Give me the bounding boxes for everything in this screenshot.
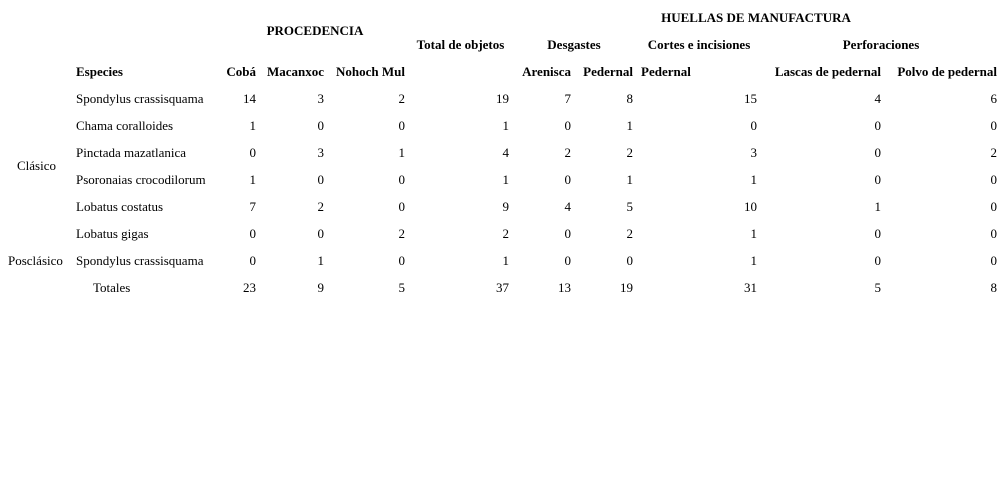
total-cell: 1 (502, 118, 509, 133)
coba-cell: 1 (249, 172, 256, 187)
lascas-cell: 0 (874, 226, 881, 241)
cortes-cell: 1 (750, 253, 757, 268)
lascas-cell: 0 (874, 118, 881, 133)
polvo-cell: 2 (990, 145, 997, 160)
species-cell: Chama coralloides (76, 118, 174, 133)
species-cell: Spondylus crassisquama (76, 253, 204, 268)
cortes-cell: 1 (750, 172, 757, 187)
macanxoc-cell: 3 (317, 145, 324, 160)
totals-macanxoc-cell: 9 (317, 280, 324, 295)
cortes-header: Cortes e incisiones (647, 37, 751, 52)
pedernal-cell: 1 (626, 118, 633, 133)
totals-polvo-cell: 8 (990, 280, 997, 295)
totals-lascas-cell: 5 (874, 280, 881, 295)
totals-cortes-cell: 31 (744, 280, 757, 295)
nohoch-cell: 2 (398, 226, 405, 241)
nohoch-cell: 0 (398, 172, 405, 187)
total-cell: 19 (496, 91, 509, 106)
pedernal-cell: 8 (626, 91, 633, 106)
totals-coba-cell: 23 (243, 280, 256, 295)
pedernal-cell: 2 (626, 145, 633, 160)
cortes-cell: 0 (750, 118, 757, 133)
coba-cell: 1 (249, 118, 256, 133)
polvo-cell: 0 (990, 172, 997, 187)
total-cell: 1 (502, 172, 509, 187)
coba-cell: 0 (249, 145, 256, 160)
cortes-cell: 15 (744, 91, 757, 106)
nohoch-cell: 0 (398, 199, 405, 214)
nohoch-cell: 1 (398, 145, 405, 160)
totals-nohoch-cell: 5 (398, 280, 405, 295)
total-objetos-header: Total de objetos (416, 37, 505, 52)
desgastes-header: Desgastes (547, 37, 601, 52)
totals-arenisca-cell: 13 (558, 280, 571, 295)
polvo-cell: 6 (990, 91, 997, 106)
arenisca-cell: 0 (564, 118, 571, 133)
totals-total-cell: 37 (496, 280, 509, 295)
especies-header: Especies (76, 64, 123, 79)
pedernal-cell: 0 (626, 253, 633, 268)
macanxoc-cell: 1 (317, 253, 324, 268)
coba-cell: 0 (249, 253, 256, 268)
arenisca-header: Arenisca (522, 64, 571, 79)
nohoch-cell: 0 (398, 118, 405, 133)
nohoch-header: Nohoch Mul (336, 64, 405, 79)
cortes-cell: 3 (750, 145, 757, 160)
arenisca-cell: 0 (564, 226, 571, 241)
species-cell: Lobatus costatus (76, 199, 164, 214)
polvo-cell: 0 (990, 199, 997, 214)
lascas-cell: 0 (874, 172, 881, 187)
macanxoc-cell: 0 (317, 172, 324, 187)
coba-header: Cobá (226, 64, 256, 79)
lascas-cell: 4 (874, 91, 881, 106)
procedencia-header: PROCEDENCIA (266, 23, 364, 38)
coba-cell: 0 (249, 226, 256, 241)
species-cell: Spondylus crassisquama (76, 91, 204, 106)
arenisca-cell: 0 (564, 253, 571, 268)
total-cell: 9 (502, 199, 509, 214)
lascas-cell: 0 (874, 145, 881, 160)
arenisca-cell: 2 (564, 145, 571, 160)
pedernal-cell: 5 (626, 199, 633, 214)
total-cell: 4 (502, 145, 509, 160)
coba-cell: 7 (249, 199, 256, 214)
arenisca-cell: 0 (564, 172, 571, 187)
macanxoc-cell: 0 (317, 226, 324, 241)
macanxoc-cell: 2 (317, 199, 324, 214)
lascas-cell: 0 (874, 253, 881, 268)
polvo-cell: 0 (990, 226, 997, 241)
totals-pedernal-cell: 19 (620, 280, 633, 295)
arenisca-cell: 4 (564, 199, 571, 214)
polvo-cell: 0 (990, 253, 997, 268)
arenisca-cell: 7 (564, 91, 571, 106)
cortes-cell: 1 (750, 226, 757, 241)
total-cell: 2 (502, 226, 509, 241)
macanxoc-header: Macanxoc (266, 64, 324, 79)
macanxoc-cell: 3 (317, 91, 324, 106)
species-cell: Pinctada mazatlanica (76, 145, 187, 160)
macanxoc-cell: 0 (317, 118, 324, 133)
nohoch-cell: 2 (398, 91, 405, 106)
pedernal-cell: 1 (626, 172, 633, 187)
pedernal-cell: 2 (626, 226, 633, 241)
huellas-header: HUELLAS DE MANUFACTURA (661, 10, 851, 25)
polvo-header: Polvo de pedernal (897, 64, 997, 79)
period-clasico: Clásico (17, 158, 56, 173)
total-cell: 1 (502, 253, 509, 268)
species-cell: Psoronaias crocodilorum (76, 172, 206, 187)
lascas-header: Lascas de pedernal (774, 64, 881, 79)
pedernal-desgastes-header: Pedernal (583, 64, 633, 79)
period-posclasico: Posclásico (8, 253, 63, 268)
perforaciones-header: Perforaciones (842, 37, 920, 52)
cortes-cell: 10 (744, 199, 757, 214)
totals-label: Totales (93, 280, 131, 295)
species-cell: Lobatus gigas (76, 226, 149, 241)
nohoch-cell: 0 (398, 253, 405, 268)
lascas-cell: 1 (874, 199, 881, 214)
polvo-cell: 0 (990, 118, 997, 133)
coba-cell: 14 (243, 91, 256, 106)
pedernal-cortes-header: Pedernal (641, 64, 691, 79)
